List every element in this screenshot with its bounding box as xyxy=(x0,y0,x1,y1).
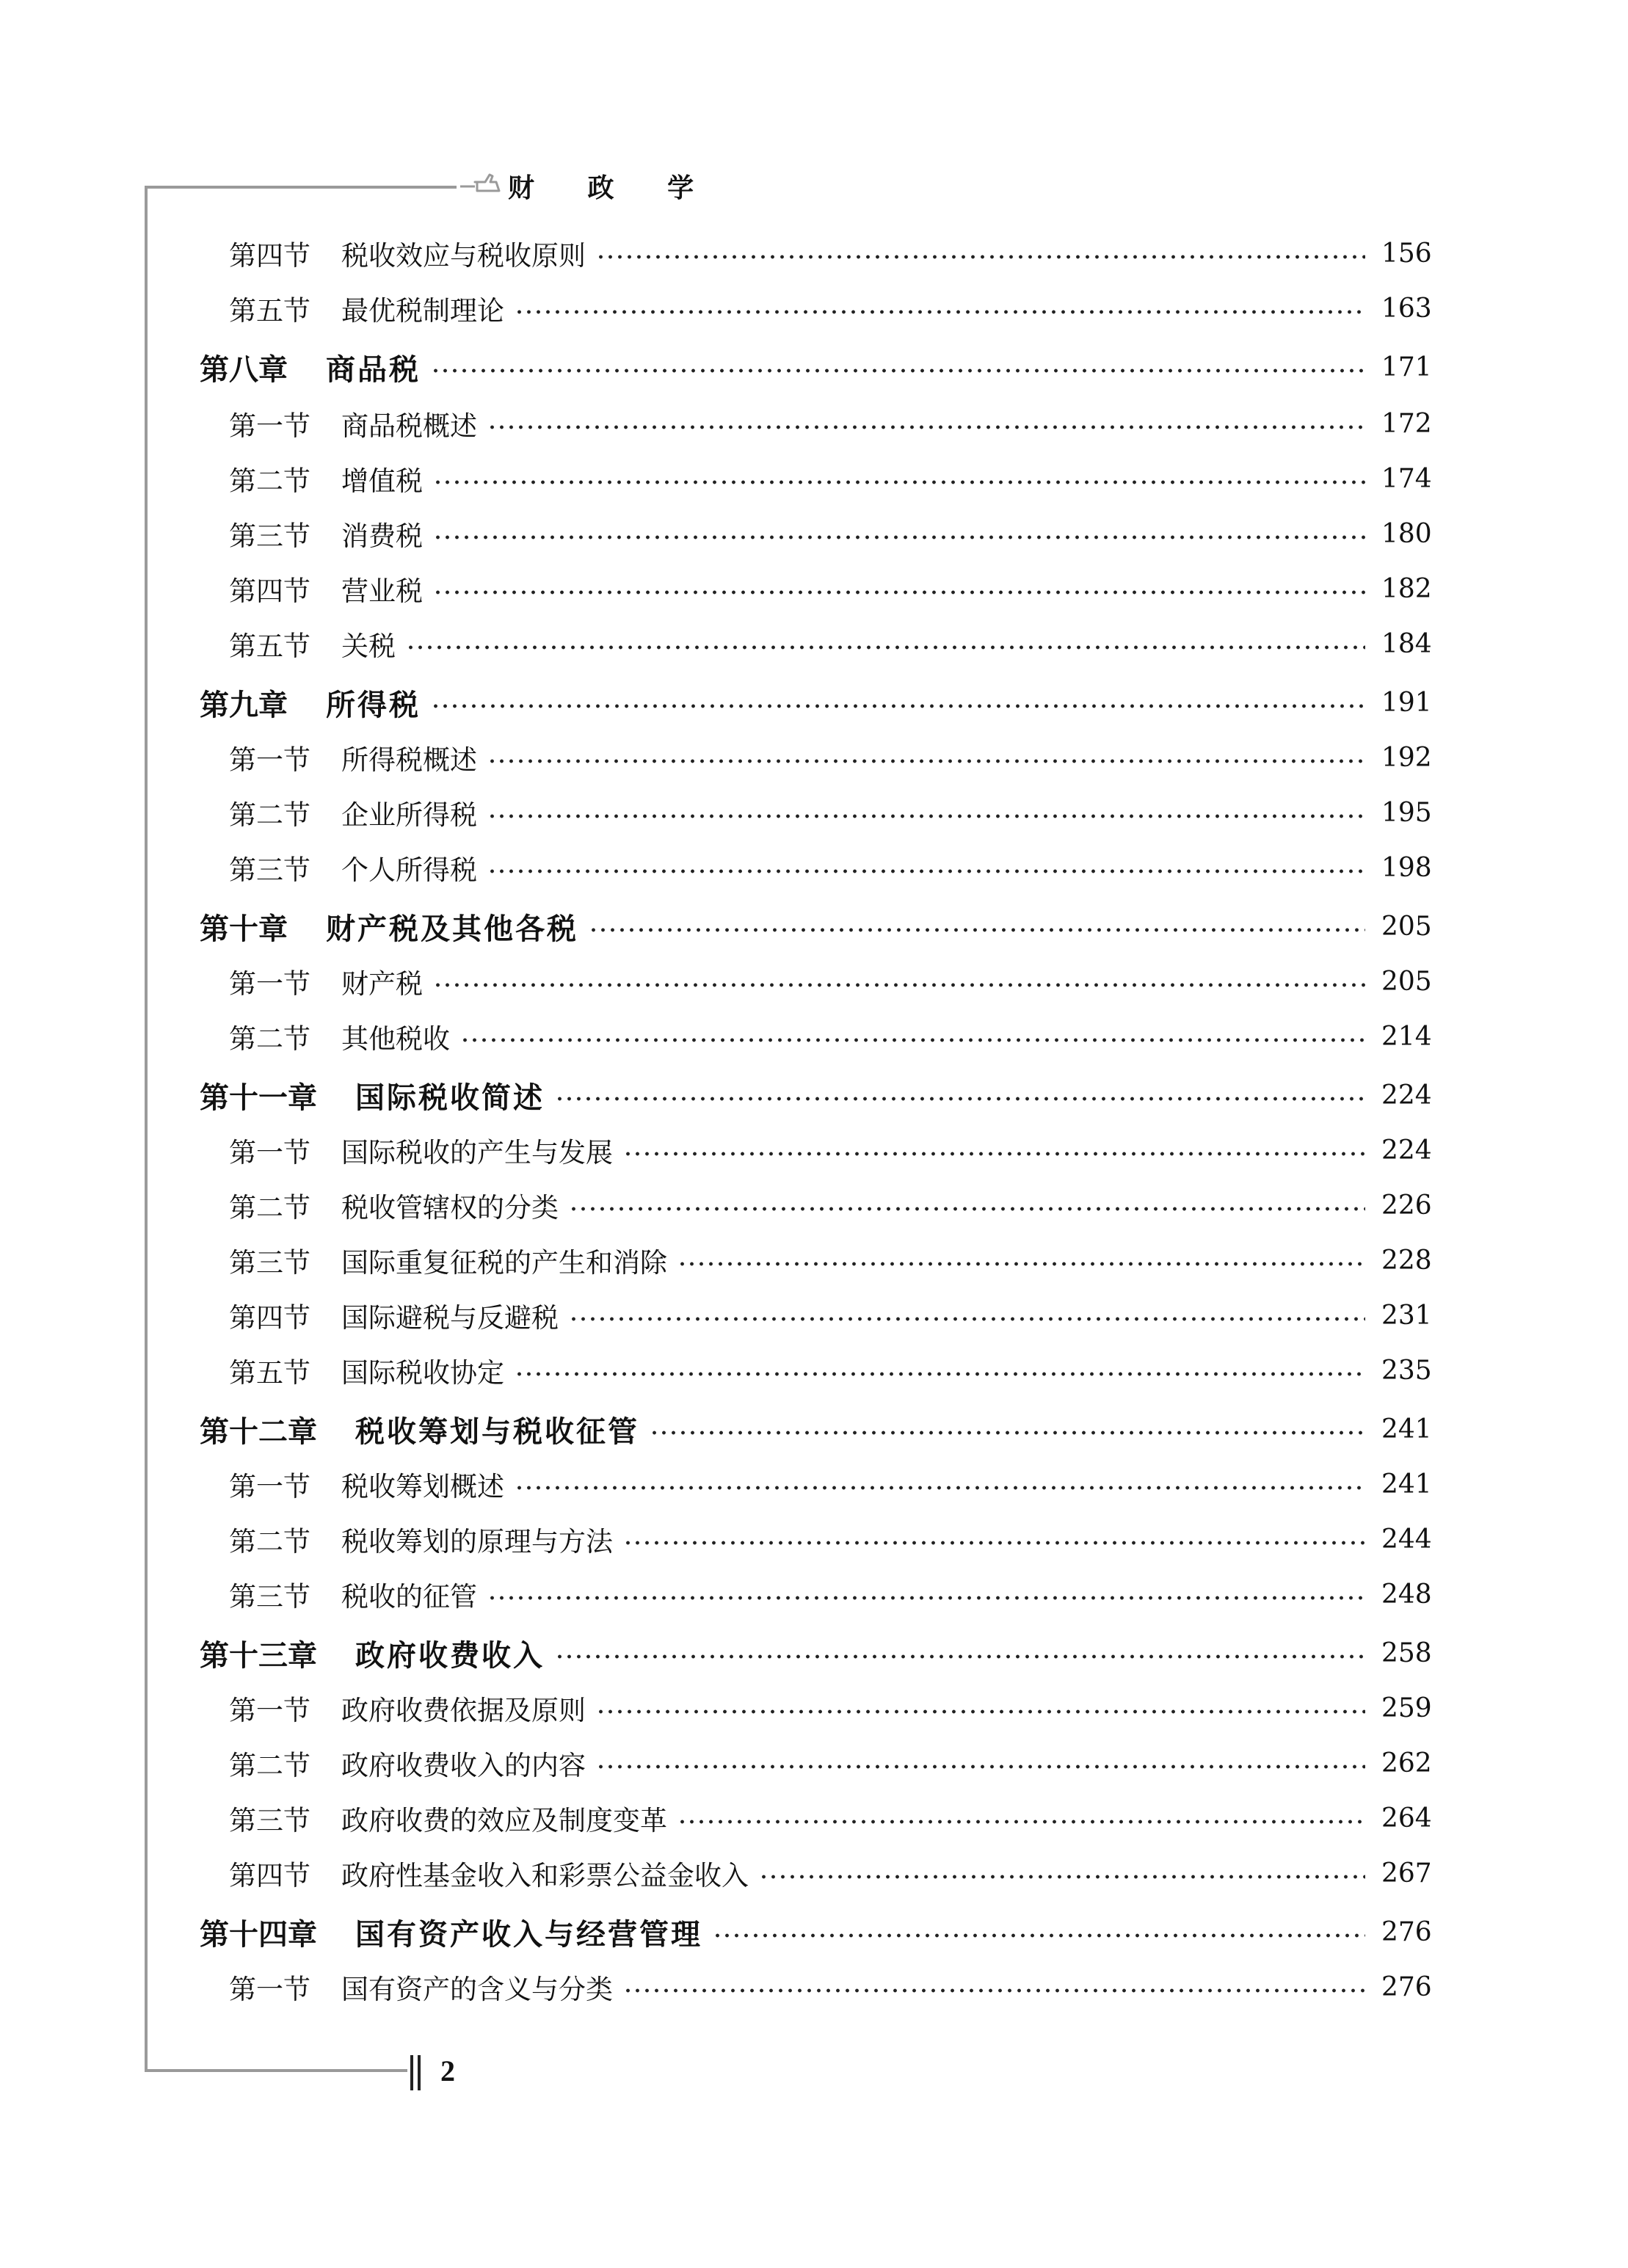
section-number: 第三节 xyxy=(229,1805,310,1836)
toc-entry[interactable] xyxy=(229,1851,1430,1895)
toc-chapter[interactable] xyxy=(200,1910,1430,1954)
toc-entry[interactable] xyxy=(229,1128,1430,1172)
dot-leader xyxy=(596,254,1365,260)
section-number: 第三节 xyxy=(229,1247,310,1279)
toc-entry[interactable] xyxy=(229,286,1430,330)
entry-title: 政府收费收入的内容 xyxy=(341,1750,586,1781)
entry-title: 国有资产收入与经营管理 xyxy=(355,1917,702,1952)
dot-leader xyxy=(515,1371,1365,1377)
entry-title: 政府收费依据及原则 xyxy=(341,1695,586,1726)
toc-chapter[interactable] xyxy=(200,904,1430,948)
entry-page: 198 xyxy=(1381,852,1432,883)
section-number: 第五节 xyxy=(229,1357,310,1389)
toc-entry[interactable] xyxy=(229,1183,1430,1227)
entry-title: 营业税 xyxy=(341,575,423,607)
entry-page: 262 xyxy=(1381,1748,1432,1778)
toc-entry[interactable] xyxy=(229,959,1430,1003)
toc-entry[interactable] xyxy=(229,1965,1430,2009)
entry-title: 其他税收 xyxy=(341,1023,450,1055)
running-title: 财 政 学 xyxy=(508,173,716,203)
entry-page: 235 xyxy=(1381,1355,1432,1386)
entry-title: 增值税 xyxy=(341,465,423,497)
footer-double-bar xyxy=(409,2055,422,2090)
toc-entry[interactable] xyxy=(229,1462,1430,1506)
toc-chapter[interactable] xyxy=(200,1631,1430,1675)
dot-leader xyxy=(433,479,1365,485)
section-number: 第二节 xyxy=(229,1192,310,1224)
entry-page: 184 xyxy=(1381,628,1432,659)
toc-entry[interactable] xyxy=(229,622,1430,666)
section-number: 第一节 xyxy=(229,1137,310,1168)
entry-page: 264 xyxy=(1381,1803,1432,1833)
entry-page: 241 xyxy=(1381,1414,1432,1444)
dot-leader xyxy=(555,1096,1365,1102)
entry-page: 174 xyxy=(1381,463,1432,494)
section-number: 第二节 xyxy=(229,799,310,831)
footer-rule xyxy=(145,2069,407,2072)
entry-page: 180 xyxy=(1381,518,1432,549)
entry-title: 个人所得税 xyxy=(341,854,477,886)
section-number: 第四节 xyxy=(229,1860,310,1891)
entry-title: 所得税 xyxy=(326,688,421,722)
dot-leader xyxy=(431,368,1365,374)
entry-page: 156 xyxy=(1381,238,1432,269)
entry-title: 政府性基金收入和彩票公益金收入 xyxy=(341,1860,749,1891)
toc-chapter[interactable] xyxy=(200,1073,1430,1117)
entry-page: 231 xyxy=(1381,1300,1432,1331)
dot-leader xyxy=(515,1485,1365,1491)
toc-entry[interactable] xyxy=(229,1572,1430,1616)
toc-entry[interactable] xyxy=(229,790,1430,835)
entry-page: 224 xyxy=(1381,1080,1432,1111)
toc-chapter[interactable] xyxy=(200,680,1430,724)
entry-title: 财产税 xyxy=(341,968,423,1000)
chapter-number: 第十章 xyxy=(200,912,288,946)
section-number: 第三节 xyxy=(229,1581,310,1613)
entry-title: 税收筹划的原理与方法 xyxy=(341,1526,613,1558)
dot-leader xyxy=(596,1764,1365,1770)
dot-leader xyxy=(555,1654,1365,1660)
toc-chapter[interactable] xyxy=(200,1407,1430,1451)
dot-leader xyxy=(569,1206,1365,1212)
entry-page: 172 xyxy=(1381,408,1432,439)
section-number: 第三节 xyxy=(229,520,310,552)
dot-leader xyxy=(596,1709,1365,1715)
entry-title: 税收效应与税收原则 xyxy=(341,240,586,272)
page-number: 2 xyxy=(440,2054,455,2087)
entry-title: 国际税收协定 xyxy=(341,1357,504,1389)
chapter-number: 第十一章 xyxy=(200,1080,317,1115)
entry-title: 最优税制理论 xyxy=(341,295,504,327)
entry-title: 政府收费的效应及制度变革 xyxy=(341,1805,667,1836)
entry-title: 财产税及其他各税 xyxy=(326,912,578,946)
dot-leader xyxy=(460,1037,1365,1043)
section-number: 第一节 xyxy=(229,1974,310,2005)
toc-entry[interactable] xyxy=(229,1517,1430,1561)
header-rule xyxy=(145,186,457,189)
entry-title: 国际避税与反避税 xyxy=(341,1302,559,1334)
section-number: 第二节 xyxy=(229,465,310,497)
section-number: 第三节 xyxy=(229,854,310,886)
toc-entry[interactable] xyxy=(229,1014,1430,1058)
dot-leader xyxy=(487,868,1365,874)
dot-leader xyxy=(589,927,1365,933)
toc-entry[interactable] xyxy=(229,1796,1430,1840)
dot-leader xyxy=(487,424,1365,430)
toc-entry[interactable] xyxy=(229,401,1430,446)
dot-leader xyxy=(677,1819,1365,1825)
entry-title: 国有资产的含义与分类 xyxy=(341,1974,613,2005)
entry-page: 228 xyxy=(1381,1245,1432,1276)
chapter-number: 第九章 xyxy=(200,688,288,722)
toc-entry[interactable] xyxy=(229,231,1430,275)
entry-title: 商品税概述 xyxy=(341,410,477,442)
chapter-number: 第十四章 xyxy=(200,1917,317,1952)
hand-pointer-icon xyxy=(459,170,503,200)
toc-entry[interactable] xyxy=(229,735,1430,779)
left-margin-rule xyxy=(145,186,148,2072)
entry-title: 消费税 xyxy=(341,520,423,552)
entry-page: 214 xyxy=(1381,1021,1432,1052)
entry-page: 244 xyxy=(1381,1524,1432,1555)
entry-page: 182 xyxy=(1381,573,1432,604)
entry-title: 政府收费收入 xyxy=(355,1638,545,1673)
toc-entry[interactable] xyxy=(229,512,1430,556)
entry-page: 171 xyxy=(1381,352,1432,382)
entry-title: 税收管辖权的分类 xyxy=(341,1192,559,1224)
dot-leader xyxy=(433,589,1365,595)
dot-leader xyxy=(487,813,1365,819)
toc-chapter[interactable] xyxy=(200,345,1430,389)
dot-leader xyxy=(487,758,1365,764)
section-number: 第一节 xyxy=(229,1471,310,1502)
toc-entry[interactable] xyxy=(229,1238,1430,1282)
dot-leader xyxy=(433,982,1365,988)
dot-leader xyxy=(759,1874,1365,1880)
entry-page: 224 xyxy=(1381,1135,1432,1166)
chapter-number: 第八章 xyxy=(200,352,288,387)
entry-page: 276 xyxy=(1381,1916,1432,1947)
entry-title: 关税 xyxy=(341,630,396,662)
chapter-number: 第十二章 xyxy=(200,1414,317,1449)
entry-title: 国际税收简述 xyxy=(355,1080,545,1115)
entry-page: 192 xyxy=(1381,742,1432,773)
section-number: 第一节 xyxy=(229,744,310,776)
entry-title: 企业所得税 xyxy=(341,799,477,831)
section-number: 第二节 xyxy=(229,1526,310,1558)
dot-leader xyxy=(677,1261,1365,1267)
chapter-number: 第十三章 xyxy=(200,1638,317,1673)
dot-leader xyxy=(713,1933,1365,1938)
section-number: 第一节 xyxy=(229,968,310,1000)
entry-page: 276 xyxy=(1381,1971,1432,2002)
section-number: 第四节 xyxy=(229,1302,310,1334)
entry-title: 所得税概述 xyxy=(341,744,477,776)
entry-page: 163 xyxy=(1381,293,1432,324)
section-number: 第一节 xyxy=(229,1695,310,1726)
dot-leader xyxy=(623,1151,1365,1157)
entry-page: 267 xyxy=(1381,1858,1432,1889)
section-number: 第四节 xyxy=(229,240,310,272)
entry-page: 205 xyxy=(1381,966,1432,997)
entry-page: 248 xyxy=(1381,1579,1432,1610)
dot-leader xyxy=(569,1316,1365,1322)
toc-entry[interactable] xyxy=(229,1348,1430,1392)
entry-page: 191 xyxy=(1381,687,1432,718)
dot-leader xyxy=(406,644,1365,650)
entry-page: 226 xyxy=(1381,1190,1432,1221)
entry-page: 259 xyxy=(1381,1693,1432,1723)
section-number: 第五节 xyxy=(229,630,310,662)
dot-leader xyxy=(623,1988,1365,1993)
section-number: 第一节 xyxy=(229,410,310,442)
section-number: 第四节 xyxy=(229,575,310,607)
entry-page: 258 xyxy=(1381,1638,1432,1668)
entry-page: 241 xyxy=(1381,1469,1432,1500)
entry-page: 205 xyxy=(1381,911,1432,942)
dot-leader xyxy=(623,1540,1365,1546)
section-number: 第二节 xyxy=(229,1023,310,1055)
dot-leader xyxy=(650,1430,1365,1436)
toc-entry[interactable] xyxy=(229,457,1430,501)
dot-leader xyxy=(515,309,1365,315)
entry-title: 国际重复征税的产生和消除 xyxy=(341,1247,667,1279)
entry-page: 195 xyxy=(1381,797,1432,828)
entry-title: 商品税 xyxy=(326,352,421,387)
toc-entry[interactable] xyxy=(229,567,1430,611)
toc-entry[interactable] xyxy=(229,1741,1430,1785)
entry-title: 税收筹划与税收征管 xyxy=(355,1414,639,1449)
dot-leader xyxy=(487,1595,1365,1601)
section-number: 第五节 xyxy=(229,295,310,327)
section-number: 第二节 xyxy=(229,1750,310,1781)
toc-entry[interactable] xyxy=(229,1293,1430,1337)
dot-leader xyxy=(433,534,1365,540)
dot-leader xyxy=(431,703,1365,709)
toc-entry[interactable] xyxy=(229,1686,1430,1730)
entry-title: 税收筹划概述 xyxy=(341,1471,504,1502)
entry-title: 税收的征管 xyxy=(341,1581,477,1613)
entry-title: 国际税收的产生与发展 xyxy=(341,1137,613,1168)
toc-entry[interactable] xyxy=(229,846,1430,890)
